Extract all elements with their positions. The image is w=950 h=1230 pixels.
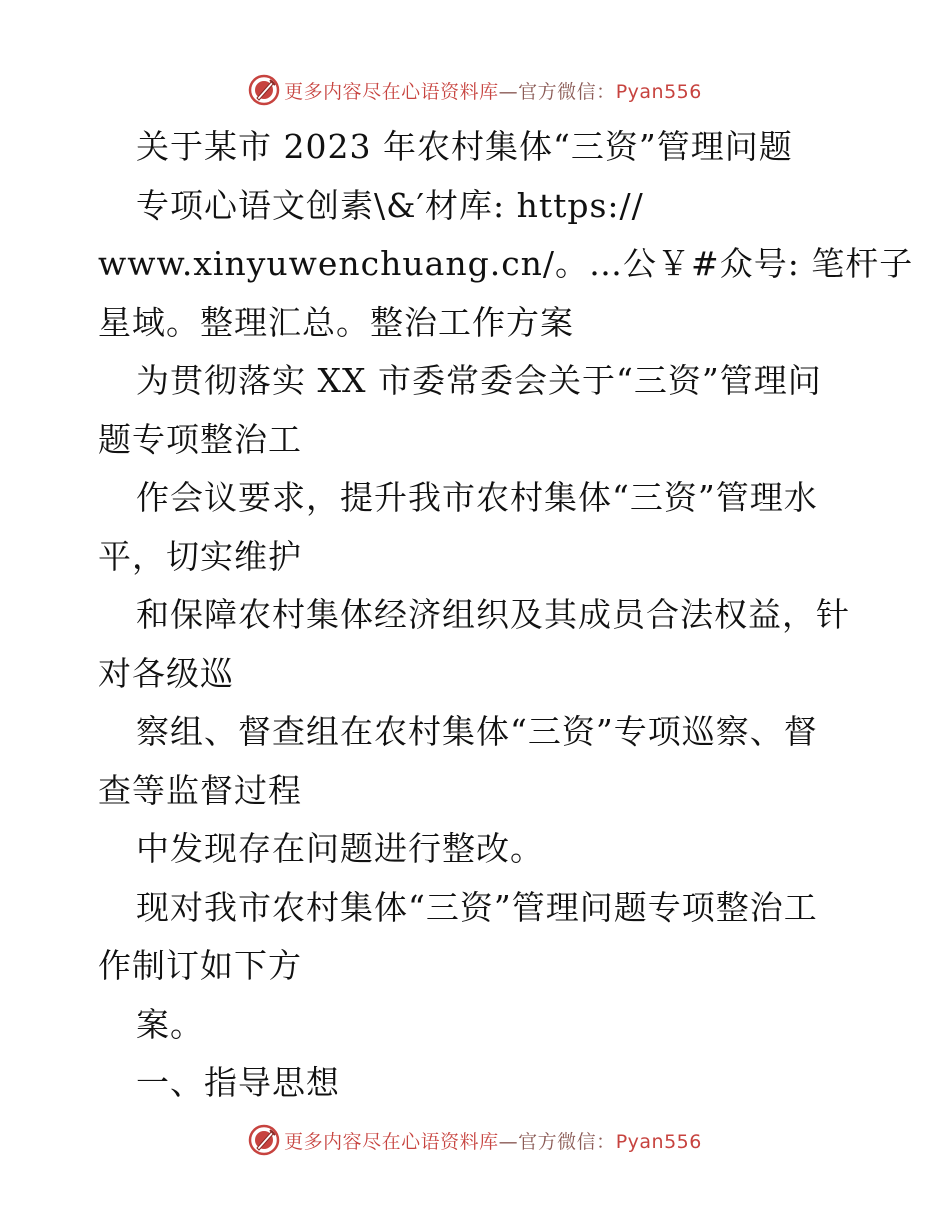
document-line: 对各级巡 <box>98 653 234 693</box>
document-line: 和保障农村集体经济组织及其成员合法权益，针 <box>136 595 850 634</box>
document-line: 题专项整治工 <box>98 419 302 459</box>
document-body <box>98 118 914 1113</box>
document-line: 关于某市 2023 年农村集体“三资”管理问题 <box>136 127 793 166</box>
watermark-tail-text: —官方微信： <box>498 1130 616 1153</box>
watermark-main-text: 更多内容尽在心语资料库 <box>284 1130 499 1153</box>
watermark-text <box>284 77 702 104</box>
section-heading: 一、指导思想 <box>136 1063 340 1102</box>
document-line: www.xinyuwenchuang.cn/。…公￥#众号: 笔杆子 <box>98 244 914 283</box>
document-line: 平，切实维护 <box>98 536 302 576</box>
document-line: 为贯彻落实 XX 市委常委会关于“三资”管理问 <box>136 361 822 400</box>
document-line: 查等监督过程 <box>98 770 302 810</box>
document-line: 案。 <box>136 1004 204 1044</box>
header-watermark <box>0 72 950 108</box>
document-line: 作制订如下方 <box>98 946 302 985</box>
document-line: 察组、督查组在农村集体“三资”专项巡察、督 <box>136 712 818 751</box>
document-line: 现对我市农村集体“三资”管理问题专项整治工 <box>136 887 818 927</box>
watermark-id-text: Pyan556 <box>615 1130 702 1153</box>
red-quill-seal-icon <box>248 1124 280 1156</box>
document-line: 专项心语文创素\&′材库: https:// <box>136 185 644 225</box>
watermark-main-text: 更多内容尽在心语资料库 <box>284 80 499 103</box>
document-line: 中发现存在问题进行整改。 <box>136 829 544 868</box>
footer-watermark <box>0 1122 950 1158</box>
document-line: 星域。整理汇总。整治工作方案 <box>98 302 574 342</box>
watermark-id-text: Pyan556 <box>615 80 702 103</box>
red-quill-seal-icon <box>248 74 280 106</box>
watermark-text <box>284 1127 702 1154</box>
document-line: 作会议要求，提升我市农村集体“三资”管理水 <box>136 478 818 517</box>
watermark-tail-text: —官方微信： <box>498 80 616 103</box>
